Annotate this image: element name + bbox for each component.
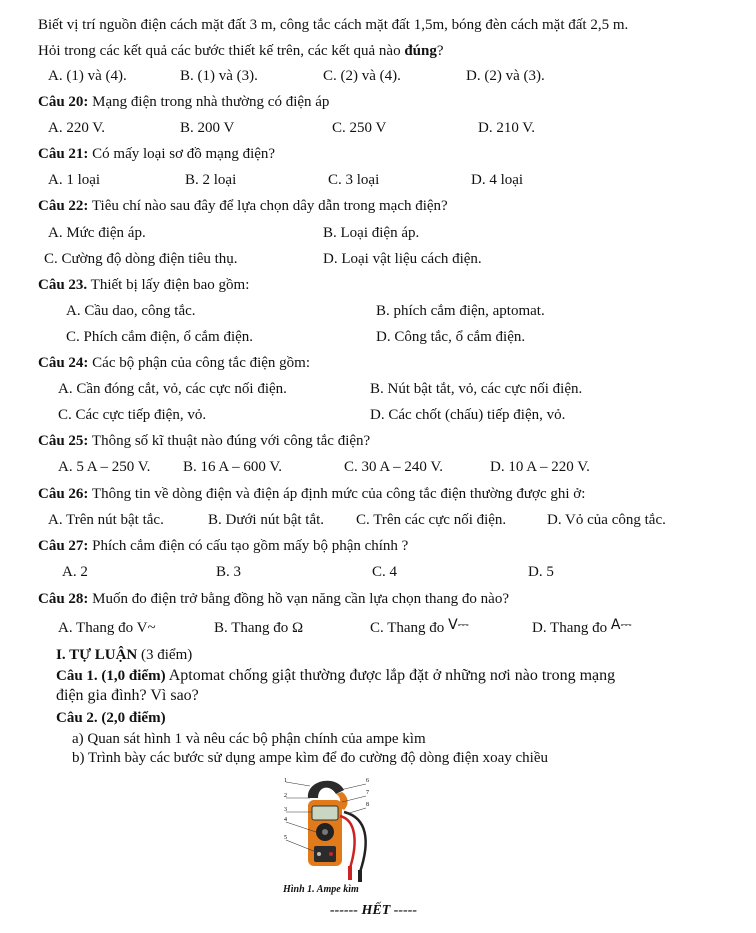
q24-option-a: A. Cần đóng cắt, vỏ, các cực nối điện. (58, 381, 287, 397)
q25-option-b: B. 16 A – 600 V. (183, 459, 283, 475)
question-22 (38, 197, 448, 215)
figure-label-7: 7 (366, 790, 369, 796)
question-27-text: Phích cắm điện có cấu tạo gồm mấy bộ phận chính ? (88, 538, 409, 554)
figure-label-4: 4 (284, 817, 287, 823)
question-25-text: Thông số kĩ thuật nào đúng với công tắc điện? (88, 433, 371, 449)
question-21-text: Có mấy loại sơ đồ mạng điện? (88, 146, 276, 162)
q22-option-d: D. Loại vật liệu cách điện. (323, 251, 482, 267)
question-21-label: Câu 21: (38, 146, 89, 162)
figure-label-8: 8 (366, 802, 369, 808)
q22-option-c: C. Cường độ dòng điện tiêu thụ. (44, 251, 238, 267)
question-23-text: Thiết bị lấy điện bao gồm: (87, 277, 250, 293)
intro-option-c: C. (2) và (4). (323, 68, 401, 84)
q20-option-d: D. 210 V. (478, 120, 535, 136)
essay-heading-bold: I. TỰ LUẬN (56, 647, 138, 663)
dc-current-symbol: A⎓ (610, 617, 632, 633)
q20-option-b: B. 200 V (180, 120, 235, 136)
intro-option-d: D. (2) và (3). (466, 68, 545, 84)
question-25 (38, 432, 370, 450)
q26-option-c: C. Trên các cực nối điện. (356, 512, 507, 528)
q27-option-a: A. 2 (62, 564, 88, 580)
q28-option-d (532, 619, 632, 637)
essay-q2-label-text: Câu 2. (2,0 điểm) (56, 710, 166, 726)
essay-q2-part-b: b) Trình bày các bước sử dụng ampe kìm để đo cường độ dòng điện xoay chiều (72, 750, 549, 766)
question-24 (38, 354, 310, 372)
figure-caption: Hình 1. Ampe kìm (283, 884, 359, 895)
question-25-label: Câu 25: (38, 433, 89, 449)
question-20-label: Câu 20: (38, 94, 89, 110)
question-28 (38, 590, 509, 608)
q28-option-a: A. Thang đo V~ (58, 620, 156, 636)
essay-q2-part-a: a) Quan sát hình 1 và nêu các bộ phận chính của ampe kìm (72, 731, 426, 747)
q27-option-c: C. 4 (372, 564, 398, 580)
figure-label-3: 3 (284, 807, 287, 813)
question-26-label: Câu 26: (38, 486, 89, 502)
q24-option-d: D. Các chốt (chấu) tiếp điện, vỏ. (370, 407, 566, 423)
q21-option-d: D. 4 loại (471, 172, 524, 188)
q23-option-d: D. Công tắc, ổ cắm điện. (376, 329, 526, 345)
q23-option-a: A. Cầu dao, công tắc. (66, 303, 196, 319)
question-24-text: Các bộ phận của công tắc điện gồm: (88, 355, 311, 371)
essay-q1-line2: điện gia đình? Vì sao? (56, 687, 199, 704)
figure-label-6: 6 (366, 778, 369, 784)
intro-option-a: A. (1) và (4). (48, 68, 127, 84)
q25-option-a: A. 5 A – 250 V. (58, 459, 151, 475)
q26-option-a: A. Trên nút bật tắc. (48, 512, 164, 528)
question-27-label: Câu 27: (38, 538, 89, 554)
question-20-text: Mạng điện trong nhà thường có điện áp (88, 94, 330, 110)
question-23-label: Câu 23. (38, 277, 88, 293)
essay-q1-line1 (56, 667, 615, 685)
question-26 (38, 485, 585, 503)
question-27 (38, 537, 408, 555)
question-28-text: Muốn đo điện trở bằng đồng hồ vạn năng cần lựa chọn thang đo nào? (88, 591, 509, 607)
intro-qmark: ? (436, 43, 444, 59)
clamp-meter-figure (278, 772, 378, 884)
figure-label-5: 5 (284, 835, 287, 841)
essay-heading-points: (3 điểm) (137, 647, 193, 663)
question-21 (38, 145, 275, 163)
q28-option-c (370, 619, 469, 637)
q26-option-b: B. Dưới nút bật tắt. (208, 512, 325, 528)
q27-option-b: B. 3 (216, 564, 242, 580)
q21-option-a: A. 1 loại (48, 172, 101, 188)
figure-label-2: 2 (284, 793, 287, 799)
essay-heading (56, 646, 192, 664)
essay-q1-label: Câu 1. (1,0 điểm) (56, 668, 166, 684)
q25-option-c: C. 30 A – 240 V. (344, 459, 444, 475)
question-22-label: Câu 22: (38, 198, 89, 214)
question-22-text: Tiêu chí nào sau đây để lựa chọn dây dẫn trong mạch điện? (88, 198, 448, 214)
q23-option-c: C. Phích cắm điện, ổ cắm điện. (66, 329, 254, 345)
question-26-text: Thông tin về dòng điện và điện áp định mức của công tắc điện thường được ghi ở: (88, 486, 586, 502)
q21-option-b: B. 2 loại (185, 172, 237, 188)
intro-line-2 (38, 42, 444, 60)
q24-option-b: B. Nút bật tắt, vỏ, các cực nối điện. (370, 381, 583, 397)
q20-option-a: A. 220 V. (48, 120, 105, 136)
essay-q2-label (56, 709, 166, 727)
q28-option-d-text: D. Thang đo (532, 620, 611, 636)
q25-option-d: D. 10 A – 220 V. (490, 459, 590, 475)
q20-option-c: C. 250 V (332, 120, 387, 136)
clamp-meter-illustration (286, 781, 366, 882)
q22-option-b: B. Loại điện áp. (323, 225, 420, 241)
intro-line-1: Biết vị trí nguồn điện cách mặt đất 3 m, công tắc cách mặt đất 1,5m, bóng đèn cách mặt đất 2,5 m. (38, 17, 629, 33)
end-marker: ------ HẾT ----- (330, 903, 418, 918)
q28-option-b: B. Thang đo Ω (214, 620, 304, 636)
question-28-label: Câu 28: (38, 591, 89, 607)
figure-label-1: 1 (284, 778, 287, 784)
q23-option-b: B. phích cắm điện, aptomat. (376, 303, 545, 319)
q21-option-c: C. 3 loại (328, 172, 380, 188)
essay-q1-text: Aptomat chống giật thường được lắp đặt ở những nơi nào trong mạng (165, 667, 616, 684)
dc-voltage-symbol: V⎓ (448, 617, 469, 633)
intro-emphasis: đúng (404, 43, 437, 59)
question-20 (38, 93, 329, 111)
q28-option-c-text: C. Thang đo (370, 620, 449, 636)
question-24-label: Câu 24: (38, 355, 89, 371)
q22-option-a: A. Mức điện áp. (48, 225, 146, 241)
q24-option-c: C. Các cực tiếp điện, vỏ. (58, 407, 207, 423)
q26-option-d: D. Vỏ của công tắc. (547, 512, 666, 528)
question-23 (38, 276, 249, 294)
intro-line-2-text: Hỏi trong các kết quả các bước thiết kế trên, các kết quả nào (38, 43, 405, 59)
intro-option-b: B. (1) và (3). (180, 68, 258, 84)
q27-option-d: D. 5 (528, 564, 554, 580)
